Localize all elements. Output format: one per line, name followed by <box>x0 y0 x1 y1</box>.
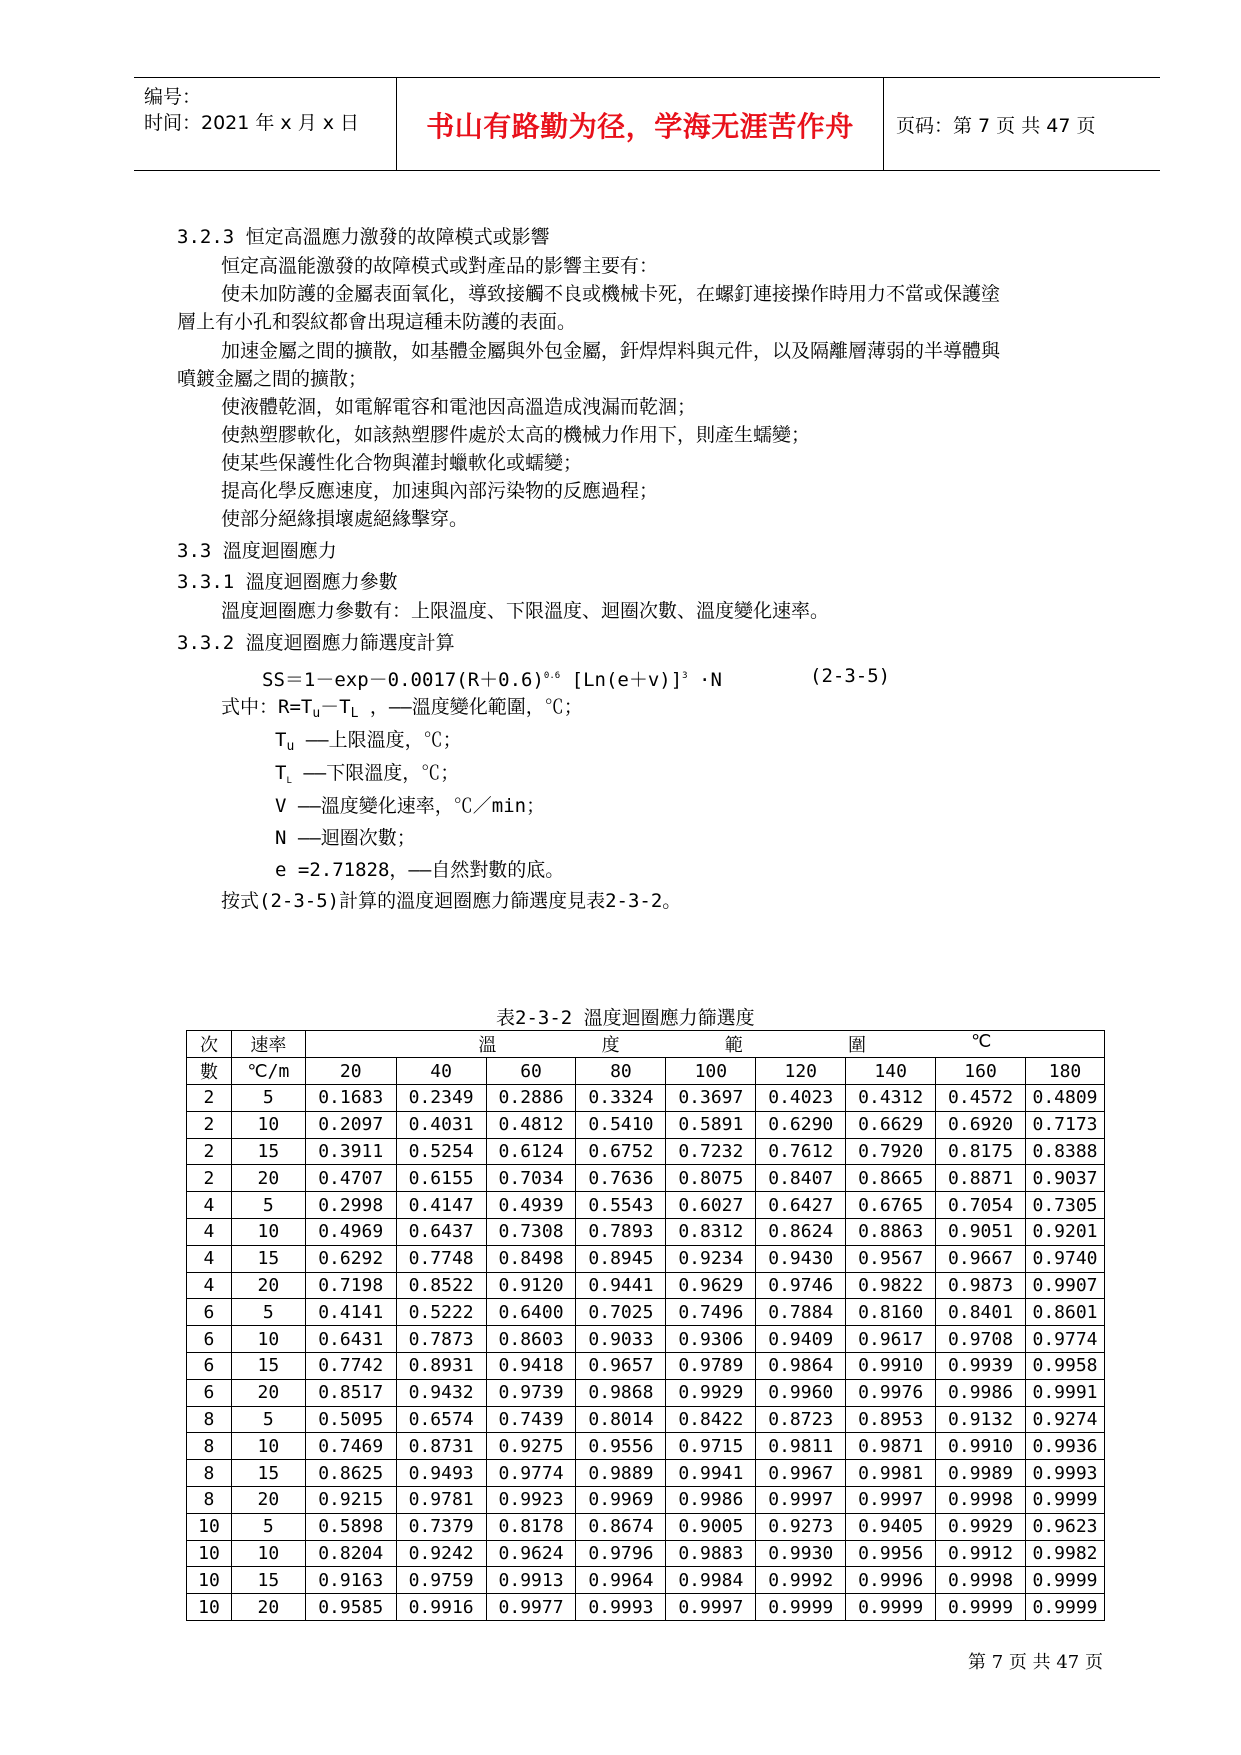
cell-value: 0.8175 <box>936 1138 1026 1165</box>
cell-value: 0.9930 <box>756 1540 846 1567</box>
cell-value: 0.9999 <box>1026 1567 1105 1594</box>
cell-cycles: 8 <box>187 1486 232 1513</box>
cell-value: 0.9740 <box>1026 1245 1105 1272</box>
cell-value: 0.9883 <box>666 1540 756 1567</box>
header-temp-20: 20 <box>305 1058 396 1085</box>
cell-value: 0.9418 <box>486 1352 576 1379</box>
cell-rate: 15 <box>231 1245 305 1272</box>
cell-value: 0.7893 <box>576 1218 666 1245</box>
header-temp-40: 40 <box>396 1058 486 1085</box>
cell-value: 0.9585 <box>305 1594 396 1621</box>
paragraph: 溫度迴圈應力參數有：上限溫度、下限溫度、迴圈次數、溫度變化速率。 <box>221 600 830 622</box>
cell-value: 0.9781 <box>396 1486 486 1513</box>
table-row <box>187 1513 1105 1540</box>
cell-value: 0.9273 <box>756 1513 846 1540</box>
cell-value: 0.9981 <box>846 1460 936 1487</box>
cell-value: 0.7496 <box>666 1299 756 1326</box>
section-3-3-2-title: 3.3.2 溫度迴圈應力篩選度計算 <box>177 632 455 654</box>
cell-cycles: 10 <box>187 1540 232 1567</box>
cell-value: 0.9939 <box>936 1352 1026 1379</box>
paragraph: 恒定高溫能激發的故障模式或對產品的影響主要有： <box>221 255 659 277</box>
cell-value: 0.8160 <box>846 1299 936 1326</box>
cell-rate: 5 <box>231 1085 305 1112</box>
table-row <box>187 1272 1105 1299</box>
cell-rate: 15 <box>231 1460 305 1487</box>
cell-value: 0.9993 <box>576 1594 666 1621</box>
cell-value: 0.9774 <box>1026 1326 1105 1353</box>
cell-rate: 15 <box>231 1138 305 1165</box>
cell-rate: 5 <box>231 1299 305 1326</box>
paragraph: 加速金屬之間的擴散，如基體金屬與外包金屬，釬焊焊料與元件，以及隔離層薄弱的半導體與 <box>221 340 1001 362</box>
cell-value: 0.6629 <box>846 1111 936 1138</box>
cell-value: 0.9811 <box>756 1433 846 1460</box>
header-count: 次 <box>187 1031 232 1058</box>
cell-value: 0.7173 <box>1026 1111 1105 1138</box>
cell-value: 0.9929 <box>666 1379 756 1406</box>
cell-value: 0.6155 <box>396 1165 486 1192</box>
cell-value: 0.9789 <box>666 1352 756 1379</box>
cell-value: 0.9986 <box>666 1486 756 1513</box>
section-3-2-3-title: 3.2.3 恒定高溫應力激發的故障模式或影響 <box>177 226 550 248</box>
v-definition: V ——溫度變化速率，℃／min； <box>275 795 546 817</box>
cell-rate: 5 <box>231 1513 305 1540</box>
cell-cycles: 2 <box>187 1165 232 1192</box>
cell-value: 0.9242 <box>396 1540 486 1567</box>
cell-value: 0.9991 <box>1026 1379 1105 1406</box>
cell-value: 0.9274 <box>1026 1406 1105 1433</box>
paragraph: 使未加防護的金屬表面氧化，導致接觸不良或機械卡死，在螺釘連接操作時用力不當或保護塗 <box>221 283 1001 305</box>
cell-cycles: 10 <box>187 1594 232 1621</box>
cell-value: 0.9873 <box>936 1272 1026 1299</box>
paragraph: 噴鍍金屬之間的擴散； <box>177 368 368 390</box>
cell-value: 0.7198 <box>305 1272 396 1299</box>
paragraph: 使某些保護性化合物與灌封蠟軟化或蠕變； <box>221 452 583 474</box>
table-row <box>187 1138 1105 1165</box>
cell-cycles: 10 <box>187 1567 232 1594</box>
cell-value: 0.9958 <box>1026 1352 1105 1379</box>
time-label: 时间：2021 年 x 月 x 日 <box>144 112 360 134</box>
cell-value: 0.9822 <box>846 1272 936 1299</box>
header-temp-range-label <box>306 1031 1104 1057</box>
cell-value: 0.6290 <box>756 1111 846 1138</box>
cell-value: 0.5095 <box>305 1406 396 1433</box>
header-temp-range <box>305 1031 1104 1058</box>
cell-value: 0.7054 <box>936 1192 1026 1219</box>
header-rate: 速率 <box>231 1031 305 1058</box>
cell-value: 0.9005 <box>666 1513 756 1540</box>
header-meta <box>134 78 396 170</box>
cell-value: 0.5543 <box>576 1192 666 1219</box>
cell-value: 0.9912 <box>936 1540 1026 1567</box>
cell-value: 0.9999 <box>1026 1486 1105 1513</box>
cell-value: 0.9275 <box>486 1433 576 1460</box>
cell-value: 0.7612 <box>756 1138 846 1165</box>
cell-value: 0.9998 <box>936 1567 1026 1594</box>
table-header-row <box>187 1031 1105 1058</box>
header-count-2: 數 <box>187 1058 232 1085</box>
cell-value: 0.9715 <box>666 1433 756 1460</box>
cell-value: 0.6292 <box>305 1245 396 1272</box>
cell-value: 0.4023 <box>756 1085 846 1112</box>
cell-value: 0.6400 <box>486 1299 576 1326</box>
cell-rate: 10 <box>231 1540 305 1567</box>
table-row <box>187 1299 1105 1326</box>
cell-value: 0.8665 <box>846 1165 936 1192</box>
cell-value: 0.7748 <box>396 1245 486 1272</box>
table-row <box>187 1567 1105 1594</box>
cell-rate: 15 <box>231 1567 305 1594</box>
cell-value: 0.4939 <box>486 1192 576 1219</box>
cell-value: 0.6027 <box>666 1192 756 1219</box>
cell-value: 0.9996 <box>846 1567 936 1594</box>
cell-value: 0.9567 <box>846 1245 936 1272</box>
cell-value: 0.9629 <box>666 1272 756 1299</box>
cell-value: 0.9617 <box>846 1326 936 1353</box>
cell-cycles: 4 <box>187 1245 232 1272</box>
cell-value: 0.9624 <box>486 1540 576 1567</box>
cell-value: 0.9964 <box>576 1567 666 1594</box>
cell-value: 0.7742 <box>305 1352 396 1379</box>
cell-rate: 10 <box>231 1218 305 1245</box>
cell-value: 0.9657 <box>576 1352 666 1379</box>
cell-value: 0.6427 <box>756 1192 846 1219</box>
cell-cycles: 4 <box>187 1218 232 1245</box>
code-label: 编号： <box>144 86 202 108</box>
cell-cycles: 6 <box>187 1299 232 1326</box>
section-3-3-1-title: 3.3.1 溫度迴圈應力參數 <box>177 571 398 593</box>
cell-rate: 20 <box>231 1594 305 1621</box>
paragraph: 按式(2-3-5)計算的溫度迴圈應力篩選度見表2-3-2。 <box>221 890 682 912</box>
cell-value: 0.1683 <box>305 1085 396 1112</box>
header-temp-160: 160 <box>936 1058 1026 1085</box>
cell-rate: 10 <box>231 1326 305 1353</box>
header-range-char: 度 <box>601 1035 620 1056</box>
cell-value: 0.8674 <box>576 1513 666 1540</box>
cell-value: 0.9999 <box>936 1594 1026 1621</box>
cell-value: 0.9992 <box>756 1567 846 1594</box>
cell-value: 0.3911 <box>305 1138 396 1165</box>
tl-definition: $T_L$ ——下限溫度，℃； <box>275 762 460 786</box>
cell-value: 0.9929 <box>936 1513 1026 1540</box>
cell-value: 0.8522 <box>396 1272 486 1299</box>
cell-value: 0.2097 <box>305 1111 396 1138</box>
cell-value: 0.8931 <box>396 1352 486 1379</box>
cell-cycles: 8 <box>187 1460 232 1487</box>
cell-value: 0.9967 <box>756 1460 846 1487</box>
cell-value: 0.9430 <box>756 1245 846 1272</box>
cell-value: 0.9960 <box>756 1379 846 1406</box>
cell-value: 0.9708 <box>936 1326 1026 1353</box>
table-row <box>187 1245 1105 1272</box>
cell-rate: 20 <box>231 1379 305 1406</box>
cell-cycles: 6 <box>187 1352 232 1379</box>
cell-value: 0.9997 <box>666 1594 756 1621</box>
cell-value: 0.9120 <box>486 1272 576 1299</box>
table-row <box>187 1460 1105 1487</box>
cell-value: 0.4141 <box>305 1299 396 1326</box>
cell-rate: 10 <box>231 1111 305 1138</box>
cell-value: 0.8498 <box>486 1245 576 1272</box>
cell-value: 0.8723 <box>756 1406 846 1433</box>
header-temp-80: 80 <box>576 1058 666 1085</box>
cell-value: 0.9969 <box>576 1486 666 1513</box>
cell-value: 0.8312 <box>666 1218 756 1245</box>
cell-rate: 15 <box>231 1352 305 1379</box>
cell-value: 0.7873 <box>396 1326 486 1353</box>
cell-value: 0.5254 <box>396 1138 486 1165</box>
cell-rate: 5 <box>231 1406 305 1433</box>
cell-value: 0.9864 <box>756 1352 846 1379</box>
cell-value: 0.2886 <box>486 1085 576 1112</box>
cell-value: 0.3324 <box>576 1085 666 1112</box>
paragraph: 使熱塑膠軟化，如該熱塑膠件處於太高的機械力作用下，則產生蠕變； <box>221 424 811 446</box>
formula-number: (2-3-5) <box>810 665 891 687</box>
cell-rate: 10 <box>231 1433 305 1460</box>
cell-value: 0.9910 <box>846 1352 936 1379</box>
cell-value: 0.8953 <box>846 1406 936 1433</box>
cell-value: 0.9997 <box>756 1486 846 1513</box>
cell-value: 0.6574 <box>396 1406 486 1433</box>
cell-value: 0.9977 <box>486 1594 576 1621</box>
table-caption: 表2-3-2 溫度迴圈應力篩選度 <box>496 1007 755 1029</box>
tu-definition: $T_u$ ——上限溫度，℃； <box>275 729 462 754</box>
cell-value: 0.6124 <box>486 1138 576 1165</box>
table-row <box>187 1218 1105 1245</box>
cell-value: 0.3697 <box>666 1085 756 1112</box>
cell-value: 0.9033 <box>576 1326 666 1353</box>
cell-value: 0.9051 <box>936 1218 1026 1245</box>
cell-value: 0.7884 <box>756 1299 846 1326</box>
table-row <box>187 1379 1105 1406</box>
e-definition: e =2.71828，——自然對數的底。 <box>275 859 565 881</box>
cell-value: 0.8625 <box>305 1460 396 1487</box>
cell-value: 0.7469 <box>305 1433 396 1460</box>
cell-value: 0.8624 <box>756 1218 846 1245</box>
cell-value: 0.9889 <box>576 1460 666 1487</box>
cell-value: 0.7305 <box>1026 1192 1105 1219</box>
cell-value: 0.9936 <box>1026 1433 1105 1460</box>
table-row <box>187 1540 1105 1567</box>
cell-value: 0.9907 <box>1026 1272 1105 1299</box>
cell-value: 0.9556 <box>576 1433 666 1460</box>
header-rate-unit: ℃/m <box>231 1058 305 1085</box>
cell-value: 0.8422 <box>666 1406 756 1433</box>
cell-value: 0.8945 <box>576 1245 666 1272</box>
cell-value: 0.9405 <box>846 1513 936 1540</box>
cell-value: 0.5898 <box>305 1513 396 1540</box>
cell-value: 0.9409 <box>756 1326 846 1353</box>
cell-value: 0.9759 <box>396 1567 486 1594</box>
cell-value: 0.7636 <box>576 1165 666 1192</box>
cell-value: 0.4969 <box>305 1218 396 1245</box>
cell-value: 0.4812 <box>486 1111 576 1138</box>
cell-value: 0.9999 <box>756 1594 846 1621</box>
cell-rate: 5 <box>231 1192 305 1219</box>
n-definition: N ——迴圈次數； <box>275 827 416 849</box>
header-motto-cell <box>396 78 884 170</box>
table-row <box>187 1486 1105 1513</box>
cell-value: 0.9306 <box>666 1326 756 1353</box>
header-temp-140: 140 <box>846 1058 936 1085</box>
table-row <box>187 1594 1105 1621</box>
cell-value: 0.9976 <box>846 1379 936 1406</box>
table-row <box>187 1165 1105 1192</box>
cell-rate: 20 <box>231 1486 305 1513</box>
cell-value: 0.2349 <box>396 1085 486 1112</box>
cell-value: 0.6920 <box>936 1111 1026 1138</box>
cell-value: 0.8407 <box>756 1165 846 1192</box>
cell-value: 0.9493 <box>396 1460 486 1487</box>
cell-value: 0.8075 <box>666 1165 756 1192</box>
header-temp-180: 180 <box>1026 1058 1105 1085</box>
cell-value: 0.9999 <box>846 1594 936 1621</box>
cell-value: 0.7379 <box>396 1513 486 1540</box>
screening-table <box>186 1030 1105 1621</box>
cell-value: 0.9132 <box>936 1406 1026 1433</box>
cell-value: 0.9868 <box>576 1379 666 1406</box>
section-3-3-title: 3.3 溫度迴圈應力 <box>177 540 337 562</box>
page-header <box>134 77 1160 171</box>
cell-value: 0.9432 <box>396 1379 486 1406</box>
cell-value: 0.9910 <box>936 1433 1026 1460</box>
cell-value: 0.7308 <box>486 1218 576 1245</box>
cell-value: 0.8601 <box>1026 1299 1105 1326</box>
cell-value: 0.9796 <box>576 1540 666 1567</box>
cell-cycles: 2 <box>187 1085 232 1112</box>
table-row <box>187 1111 1105 1138</box>
cell-cycles: 10 <box>187 1513 232 1540</box>
cell-value: 0.8517 <box>305 1379 396 1406</box>
cell-value: 0.9871 <box>846 1433 936 1460</box>
header-range-char: 範 <box>724 1035 743 1056</box>
header-temp-120: 120 <box>756 1058 846 1085</box>
cell-rate: 20 <box>231 1165 305 1192</box>
cell-cycles: 8 <box>187 1433 232 1460</box>
cell-value: 0.8731 <box>396 1433 486 1460</box>
cell-cycles: 4 <box>187 1272 232 1299</box>
cell-value: 0.9746 <box>756 1272 846 1299</box>
table-row <box>187 1192 1105 1219</box>
formula: $SS=1-\exp-0.0017(R+0.6)^{0.6}$ $[Ln(e+v)]^3 \cdot N$ <box>262 669 722 691</box>
cell-value: 0.9774 <box>486 1460 576 1487</box>
where-line: 式中：$R=T_u-T_L$ ，——溫度變化範圍，℃； <box>221 696 583 721</box>
cell-value: 0.9956 <box>846 1540 936 1567</box>
header-temp-60: 60 <box>486 1058 576 1085</box>
cell-value: 0.6765 <box>846 1192 936 1219</box>
cell-cycles: 2 <box>187 1111 232 1138</box>
cell-cycles: 4 <box>187 1192 232 1219</box>
cell-value: 0.9739 <box>486 1379 576 1406</box>
table-row <box>187 1352 1105 1379</box>
cell-value: 0.4707 <box>305 1165 396 1192</box>
cell-value: 0.2998 <box>305 1192 396 1219</box>
cell-value: 0.9913 <box>486 1567 576 1594</box>
cell-value: 0.9667 <box>936 1245 1026 1272</box>
cell-value: 0.5410 <box>576 1111 666 1138</box>
cell-value: 0.9234 <box>666 1245 756 1272</box>
cell-value: 0.7920 <box>846 1138 936 1165</box>
cell-cycles: 6 <box>187 1379 232 1406</box>
cell-value: 0.6431 <box>305 1326 396 1353</box>
cell-value: 0.7025 <box>576 1299 666 1326</box>
table-row <box>187 1326 1105 1353</box>
cell-value: 0.4312 <box>846 1085 936 1112</box>
header-range-char: 溫 <box>478 1035 497 1056</box>
cell-value: 0.9201 <box>1026 1218 1105 1245</box>
cell-value: 0.5891 <box>666 1111 756 1138</box>
cell-value: 0.9163 <box>305 1567 396 1594</box>
cell-value: 0.9916 <box>396 1594 486 1621</box>
cell-value: 0.8401 <box>936 1299 1026 1326</box>
cell-value: 0.9999 <box>1026 1594 1105 1621</box>
cell-value: 0.6752 <box>576 1138 666 1165</box>
cell-value: 0.4809 <box>1026 1085 1105 1112</box>
cell-value: 0.8603 <box>486 1326 576 1353</box>
cell-cycles: 2 <box>187 1138 232 1165</box>
cell-value: 0.7439 <box>486 1406 576 1433</box>
cell-value: 0.7232 <box>666 1138 756 1165</box>
table-subheader-row <box>187 1058 1105 1085</box>
cell-value: 0.9989 <box>936 1460 1026 1487</box>
cell-value: 0.8863 <box>846 1218 936 1245</box>
cell-value: 0.8014 <box>576 1406 666 1433</box>
table-row <box>187 1406 1105 1433</box>
header-range-char: 圍 <box>847 1035 866 1056</box>
cell-value: 0.9215 <box>305 1486 396 1513</box>
cell-value: 0.9623 <box>1026 1513 1105 1540</box>
cell-value: 0.9998 <box>936 1486 1026 1513</box>
cell-value: 0.4572 <box>936 1085 1026 1112</box>
cell-value: 0.5222 <box>396 1299 486 1326</box>
cell-value: 0.9982 <box>1026 1540 1105 1567</box>
table-row <box>187 1085 1105 1112</box>
paragraph: 使部分絕緣損壞處絕緣擊穿。 <box>221 508 469 530</box>
cell-value: 0.8871 <box>936 1165 1026 1192</box>
cell-value: 0.8388 <box>1026 1138 1105 1165</box>
page-footer: 第 7 页 共 47 页 <box>968 1652 1103 1673</box>
cell-value: 0.4031 <box>396 1111 486 1138</box>
cell-value: 0.8178 <box>486 1513 576 1540</box>
cell-value: 0.9941 <box>666 1460 756 1487</box>
cell-value: 0.9993 <box>1026 1460 1105 1487</box>
cell-cycles: 6 <box>187 1326 232 1353</box>
cell-value: 0.9037 <box>1026 1165 1105 1192</box>
paragraph: 提高化學反應速度，加速與內部污染物的反應過程； <box>221 480 659 502</box>
motto: 书山有路勤为径，学海无涯苦作舟 <box>426 110 854 143</box>
table-row <box>187 1433 1105 1460</box>
cell-value: 0.9986 <box>936 1379 1026 1406</box>
cell-value: 0.9984 <box>666 1567 756 1594</box>
cell-value: 0.9923 <box>486 1486 576 1513</box>
header-page-cell <box>884 78 1160 170</box>
header-range-char: ℃ <box>971 1031 992 1052</box>
paragraph: 層上有小孔和裂紋都會出現這種未防護的表面。 <box>177 311 577 333</box>
cell-value: 0.4147 <box>396 1192 486 1219</box>
header-page-info: 页码：第 7 页 共 47 页 <box>896 115 1096 137</box>
cell-value: 0.6437 <box>396 1218 486 1245</box>
header-temp-100: 100 <box>666 1058 756 1085</box>
cell-value: 0.9441 <box>576 1272 666 1299</box>
cell-value: 0.9997 <box>846 1486 936 1513</box>
cell-value: 0.8204 <box>305 1540 396 1567</box>
cell-cycles: 8 <box>187 1406 232 1433</box>
cell-value: 0.7034 <box>486 1165 576 1192</box>
paragraph: 使液體乾涸，如電解電容和電池因高溫造成洩漏而乾涸； <box>221 396 697 418</box>
cell-rate: 20 <box>231 1272 305 1299</box>
